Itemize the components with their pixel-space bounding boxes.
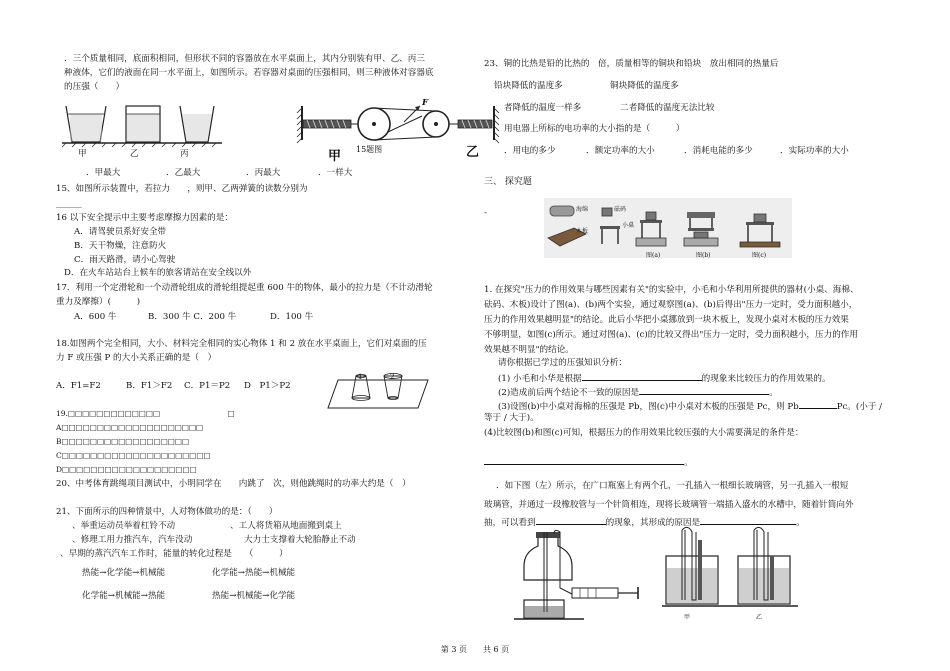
q21-option-c: 、修理工用力推汽车，汽车没动 xyxy=(72,535,193,545)
q21-option-a: 、举重运动员举着杠铃不动 xyxy=(72,521,176,531)
trough-jia xyxy=(666,527,718,604)
p2-line2: 玻璃管，并通过一段橡胶管与一个针筒相连，现将长玻璃管一端插入盛水的水槽中，随着针筒向外 xyxy=(484,500,854,510)
q14-option-d: ．一样大 xyxy=(318,168,353,178)
q24-option-d: ．实际功率的大小 xyxy=(780,146,849,156)
object-1-label: 1 xyxy=(358,373,363,381)
p2-line3-c: 。 xyxy=(796,518,805,528)
q23-option-d: 二者降低的温度无法比较 xyxy=(620,103,715,113)
pulley-left xyxy=(358,108,390,140)
fig-label-c: 图(c) xyxy=(752,252,767,259)
q22-option-d: 热能→机械能→化学能 xyxy=(212,591,296,601)
troughs-figure xyxy=(662,526,802,622)
left-wall xyxy=(297,106,302,143)
q18-option-a: A．F1=F2 xyxy=(56,381,101,391)
q23-option-a: 铅块降低的温度多 xyxy=(494,81,563,91)
q21-text: 21、下面所示的四种情景中，人对物体做功的是：（ ） xyxy=(56,507,278,517)
label-jia: 甲 xyxy=(78,149,87,159)
fig-label-board: 木板 xyxy=(576,228,589,235)
q16-option-a: A．请驾驶员系好安全带 xyxy=(74,227,167,237)
p2-blank-2[interactable] xyxy=(700,516,796,525)
pulley-label-jia: 甲 xyxy=(328,149,342,164)
p1-sub3-a: (3)设图(b)中小桌对海棉的压强是 Pb，图(c)中小桌对木板的压强是 Pc，则 Pb xyxy=(498,402,799,412)
q16-option-d: D．在火车站站台上候车的旅客请站在安全线以外 xyxy=(64,268,252,278)
p1-end: 。 xyxy=(684,458,693,468)
q14-option-b: ．乙最大 xyxy=(166,168,201,178)
q16-text: 16 以下安全提示中主要考虑摩擦力因素的是： xyxy=(56,213,233,223)
q19-option-b: B□□□□□□□□□□□□□□□□□□ xyxy=(56,437,190,446)
q21-option-b: 、工人将货箱从地面搬到桌上 xyxy=(230,521,342,531)
q17-text: 17．利用一个定滑轮和一个动滑轮组成的滑轮组提起重 600 牛的物体，最小的拉力是（不计动滑轮 xyxy=(56,283,433,293)
q22-option-a: 热能→化学能→机械能 xyxy=(82,568,166,578)
pulley-right xyxy=(423,111,449,137)
q24-option-a: ．用电的多少 xyxy=(504,146,556,156)
p1-sub3-b: Pc。(小于 / xyxy=(836,402,883,412)
p1-answer-line xyxy=(484,456,693,469)
fig-label-sponge: 海绵 xyxy=(576,206,589,213)
p1-line2: 砝码、木板)设计了图(a)、(b)两个实验，通过观察图(a)、(b)后得出"压力一定时，受力面积越小， xyxy=(484,300,858,310)
object-2-label: 2 xyxy=(390,373,395,381)
q19-option-a: A□□□□□□□□□□□□□□□□□□□□ xyxy=(56,423,204,432)
trough-label-jia: 甲 xyxy=(684,614,691,621)
q14-text: ．三个质量相同，底面积相同，但形状不同的容器放在水平桌面上，其内分别装有甲、乙、丙三 xyxy=(64,54,425,64)
p1-sub1-a: (1) 小毛和小华是根据 xyxy=(498,374,582,384)
q19-option-d: D□□□□□□□□□□□□□□□□□□□ xyxy=(56,465,197,474)
p2-blank-1[interactable] xyxy=(536,516,606,525)
q23-option-c: 者降低的温度一样多 xyxy=(504,103,582,113)
container-yi xyxy=(126,106,160,142)
q24-option-c: ．消耗电能的多少 xyxy=(684,146,753,156)
container-jia xyxy=(66,106,106,142)
section-3-heading: 三、 探究题 xyxy=(484,177,532,187)
p1-sub4: (4)比较图(b)和图(c)可知，根据压力的作用效果比较压强的大小需要满足的条件是： xyxy=(484,428,804,438)
q17-option-d: D．100 牛 xyxy=(270,312,314,322)
spring-yi xyxy=(458,120,492,128)
p1-sub2 xyxy=(498,386,778,399)
page-footer: 第 3 页 共 6 页 xyxy=(440,645,510,654)
fig-label-b: 图(b) xyxy=(696,252,711,259)
q17-option-bc: B．300 牛 C．200 牛 xyxy=(148,312,237,322)
q14-text2: 种液体，它们的液面在同一水平面上，如图所示。若容器对桌面的压强相同，则三种液体对容器底 xyxy=(64,68,434,78)
label-yi: 乙 xyxy=(130,149,139,159)
p1-line5: 效果越不明显"的结论。 xyxy=(484,345,574,355)
p2-line1: ．如下图（左）所示，在广口瓶塞上有两个孔，一孔插入一根细长玻璃管，另一孔插入一根短 xyxy=(496,481,849,491)
p1-line3: 压力的作用效果越明显"的结论。此后小华把小桌挪放到一块木板上，发现小桌对木板的压力效果 xyxy=(484,315,849,325)
q18-text2: 力 F 或压强 P 的大小关系正确的是（ ） xyxy=(56,353,217,363)
q14-option-c: ．丙最大 xyxy=(246,168,281,178)
panel-b xyxy=(684,212,718,246)
syringe xyxy=(572,587,638,599)
p1-line6: 请你根据已学过的压强知识分析： xyxy=(498,358,627,368)
q15-text: 15、如图所示装置中，若拉力 ，则甲、乙两弹簧的读数分别为 xyxy=(56,184,308,194)
pulley-label-yi: 乙 xyxy=(466,145,480,160)
p1-sub3 xyxy=(498,400,882,413)
q20-text: 20、中考体育跳绳项目测试中，小明同学在 内跳了 次，则他跳绳时的功率大约是（ ） xyxy=(56,479,411,489)
trough-label-yi: 乙 xyxy=(756,614,763,621)
trough-yi xyxy=(738,527,790,604)
fig-label-table: 小桌 xyxy=(622,222,635,229)
p1-line4: 不够明显，如图(c)所示。通过对图(a)、(c)的比较又得出"压力一定时，受力面积越小，压力的作用 xyxy=(484,330,858,340)
q19-option-c: C□□□□□□□□□□□□□□□□□□□□□ xyxy=(56,451,211,460)
p1-sub1-blank[interactable] xyxy=(582,372,702,381)
p1-sub2-blank[interactable] xyxy=(639,386,769,395)
p1-sub3-c: 等于 / 大于)。 xyxy=(484,413,539,423)
q17-option-a: A．600 牛 xyxy=(74,312,117,322)
q15-blank: ______ xyxy=(56,199,82,209)
q23-text: 23、铜的比热是铅的比热的 倍，质量相等的铜块和铅块 放出相同的热量后 xyxy=(484,59,779,69)
q22-option-b: 化学能→热能→机械能 xyxy=(212,568,296,578)
q24-text: 用电器上所标的电功率的大小指的是（ ） xyxy=(504,124,685,134)
fig-label-a: 图(a) xyxy=(646,252,661,259)
p1-sub3-blank[interactable] xyxy=(799,400,837,409)
p1-sub1 xyxy=(498,372,831,385)
p1-sub1-b: 的现象来比较压力的作用效果的。 xyxy=(701,374,831,384)
dash-mark: - xyxy=(484,208,487,218)
p1-sub2-b: 。 xyxy=(769,388,778,398)
q14-text3: 的压强（ ） xyxy=(64,82,125,92)
q18-text: 18.如图两个完全相同，大小、材料完全相同的实心物体 1 和 2 放在水平桌面上，它们对桌面的压 xyxy=(56,339,427,349)
p1-line1: 1. 在探究"压力的作用效果与哪些因素有关"的实验中，小毛和小华利用所提供的器材(小桌、海棉、 xyxy=(484,285,859,295)
q18-option-d: D P1＞P2 xyxy=(244,381,291,391)
q19-text: 19.□□□□□□□□□□□□□ □ xyxy=(56,409,235,418)
force-label-f: F xyxy=(422,98,429,108)
p2-line3-b: 的现象，其形成的原因是 xyxy=(605,518,701,528)
sponge-item xyxy=(550,206,574,216)
fig-label-weight: 砝码 xyxy=(614,206,627,213)
container-bing xyxy=(180,106,214,142)
bottle-syringe-figure xyxy=(514,530,664,622)
spring-jia xyxy=(303,120,351,128)
wide-mouth-bottle xyxy=(524,532,572,580)
right-wall xyxy=(494,106,499,143)
q16-option-c: C．雨天路滑，请小心驾驶 xyxy=(74,255,176,265)
q16-option-b: B．天干物燥，注意防火 xyxy=(74,241,167,251)
q22-option-c: 化学能→机械能→热能 xyxy=(82,591,166,601)
q21-option-d: 大力士支撑着大轮胎静止不动 xyxy=(244,535,356,545)
q18-option-b: B．F1＞F2 xyxy=(126,381,173,391)
p2-line3-a: 抽，可以看到 xyxy=(484,518,536,528)
q17-text2: 重力及摩擦）( ) xyxy=(56,297,141,307)
q14-containers-figure xyxy=(62,100,232,160)
p1-sub4-blank[interactable] xyxy=(484,456,684,465)
q22-text: 、早期的蒸汽汽车工作时，能量的转化过程是 （ ） xyxy=(60,549,288,559)
q14-option-a: ．甲最大 xyxy=(86,168,121,178)
q24-option-b: ．额定功率的大小 xyxy=(586,146,655,156)
p1-sub2-a: (2)造成前后两个结论不一致的原因是 xyxy=(498,388,640,398)
q18-figure xyxy=(326,362,431,412)
weight-item xyxy=(602,208,612,216)
q15-fig-caption: 15题图 xyxy=(356,145,383,154)
q18-option-c: C．P1＝P2 xyxy=(184,381,231,391)
label-bing: 丙 xyxy=(180,149,189,159)
q23-option-b: 铜块降低的温度多 xyxy=(610,81,679,91)
